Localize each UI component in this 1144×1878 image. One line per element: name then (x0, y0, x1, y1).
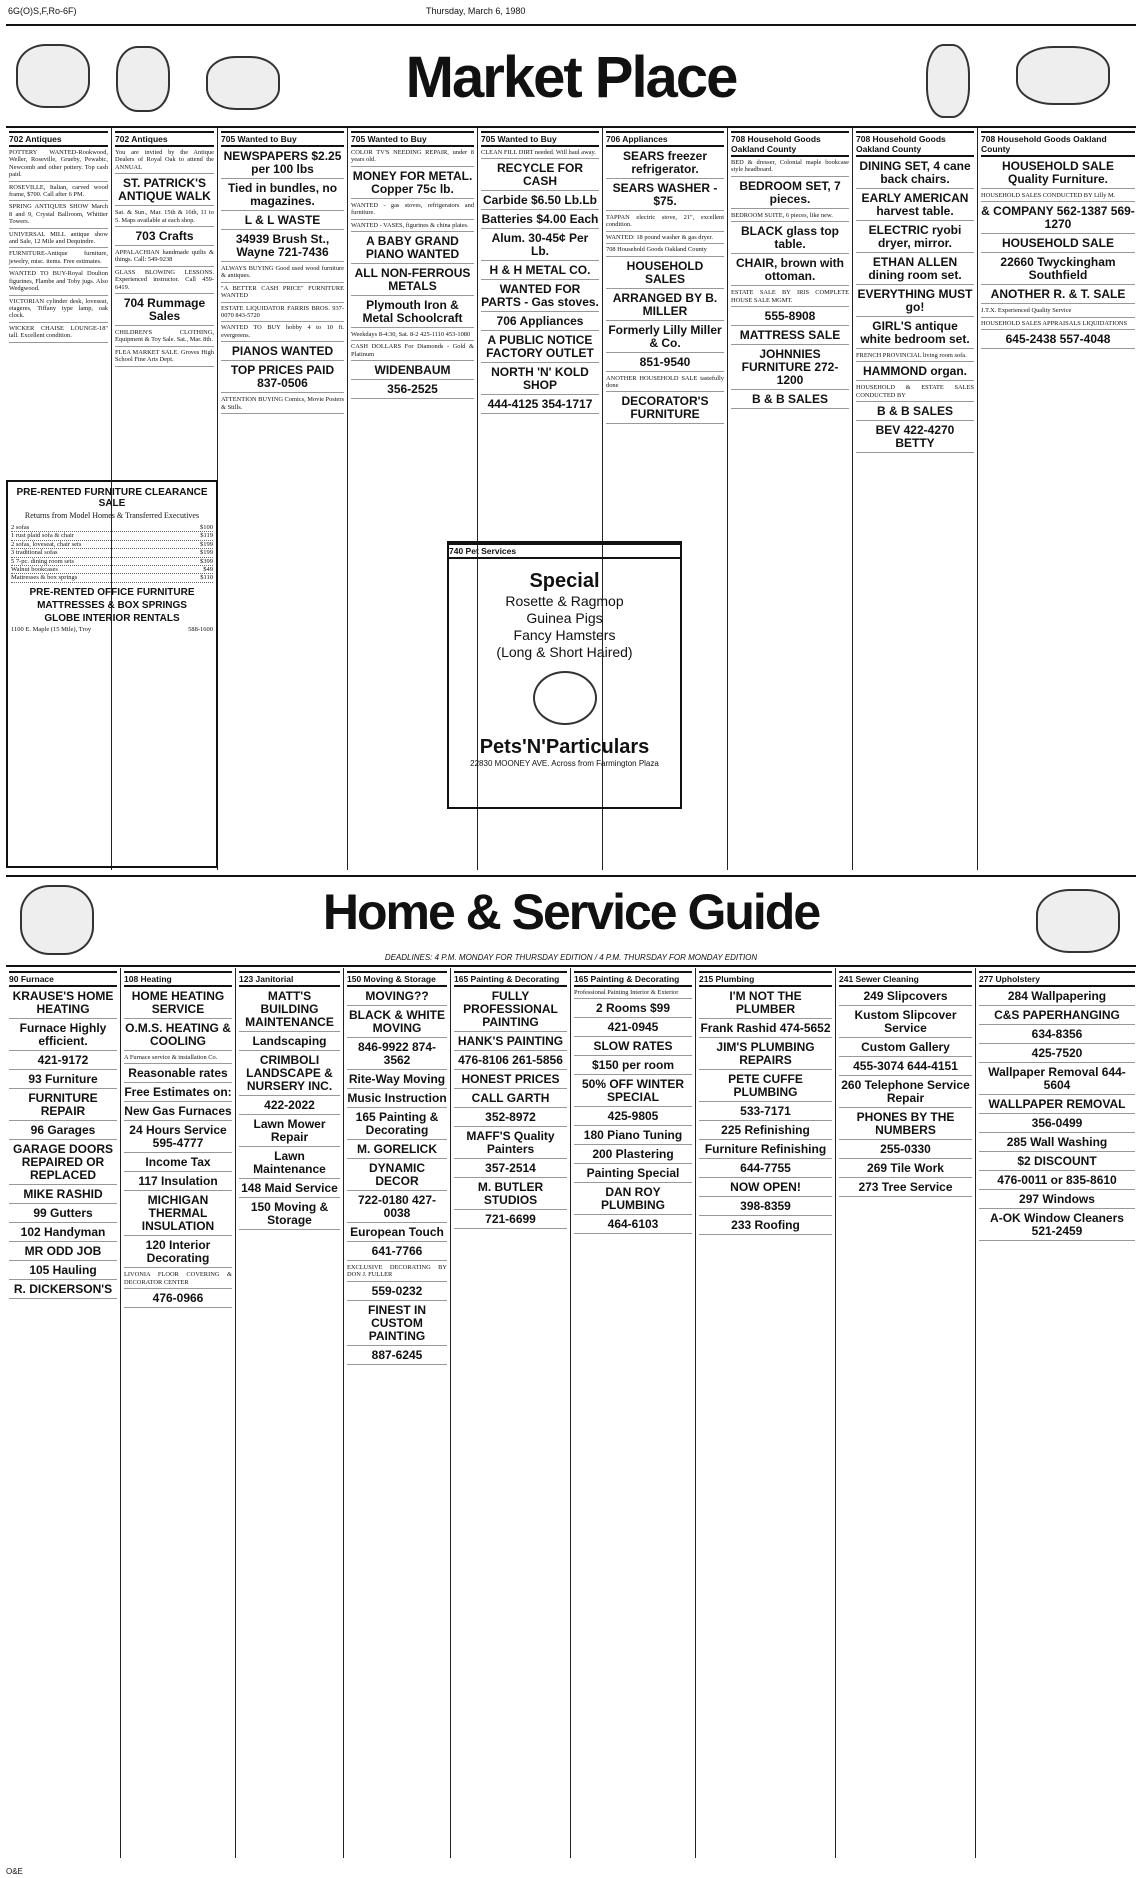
classified-ad: You are invited by the Antique Dealers of Royal Oak to attend the ANNUAL (115, 149, 214, 174)
classified-ad: B & B SALES (856, 405, 974, 421)
classified-ad: 555-8908 (731, 310, 849, 326)
classified-ad: Carbide $6.50 Lb.Lb (481, 194, 599, 210)
pet-line-3: Fancy Hamsters (513, 627, 616, 643)
classified-ad: 260 Telephone Service Repair (839, 1079, 972, 1108)
classified-ad: 50% OFF WINTER SPECIAL (574, 1078, 692, 1107)
category-heading: 241 Sewer Cleaning (839, 971, 972, 987)
classified-ad: Formerly Lilly Miller & Co. (606, 324, 724, 353)
classified-ad: 357-2514 (454, 1162, 567, 1178)
office-furniture-heading: PRE-RENTED OFFICE FURNITURE (29, 586, 195, 598)
classified-ad: Weekdays 8-4:30, Sat. 8-2 425-1110 453-1080 (351, 331, 474, 341)
classified-ad: WANTED TO BUY hobby 4 to 10 ft. evergreens. (221, 324, 344, 342)
classified-column (236, 968, 344, 1858)
classified-ad: MOVING?? (347, 990, 447, 1006)
category-heading: 706 Appliances (606, 131, 724, 147)
classified-ad: 117 Insulation (124, 1175, 232, 1191)
classified-ad: Income Tax (124, 1156, 232, 1172)
classified-ad: 150 Moving & Storage (239, 1201, 340, 1230)
classified-ad: MATTRESS SALE (731, 329, 849, 345)
classified-ad: 2 Rooms $99 (574, 1002, 692, 1018)
pre-rented-furniture-ad (6, 480, 218, 868)
classified-ad: MONEY FOR METAL. Copper 75c lb. (351, 170, 474, 199)
classified-ad: PETE CUFFE PLUMBING (699, 1073, 832, 1102)
classified-ad: 559-0232 (347, 1285, 447, 1301)
classified-ad: Reasonable rates (124, 1067, 232, 1083)
classified-ad: 249 Slipcovers (839, 990, 972, 1006)
classified-ad: Furnace Highly efficient. (9, 1022, 117, 1051)
classified-ad: 180 Piano Tuning (574, 1129, 692, 1145)
classified-ad: DINING SET, 4 cane back chairs. (856, 160, 974, 189)
classified-ad: JIM'S PLUMBING REPAIRS (699, 1041, 832, 1070)
classified-ad: BLACK & WHITE MOVING (347, 1009, 447, 1038)
category-heading: 90 Furnace (9, 971, 117, 987)
category-heading: 165 Painting & Decorating (454, 971, 567, 987)
classified-ad: 455-3074 644-4151 (839, 1060, 972, 1076)
classified-ad: FLEA MARKET SALE. Groves High School Fine Arts Dept. (115, 349, 214, 367)
classified-ad: 120 Interior Decorating (124, 1239, 232, 1268)
classified-ad: 93 Furniture (9, 1073, 117, 1089)
price-row (11, 524, 213, 532)
classified-ad: 148 Maid Service (239, 1182, 340, 1198)
classified-ad: ARRANGED BY B. MILLER (606, 292, 724, 321)
item-price: $399 (200, 557, 213, 565)
store-address: 1100 E. Maple (15 Mile), Troy (11, 625, 92, 633)
classified-ad: CALL GARTH (454, 1092, 567, 1108)
classified-ad: M. BUTLER STUDIOS (454, 1181, 567, 1210)
page-header (6, 6, 1138, 20)
classified-ad: 851-9540 (606, 356, 724, 372)
classified-ad: FULLY PROFESSIONAL PAINTING (454, 990, 567, 1032)
classified-ad: 645-2438 557-4048 (981, 333, 1135, 349)
classified-ad: Rite-Way Moving (347, 1073, 447, 1089)
classified-ad: 273 Tree Service (839, 1181, 972, 1197)
classified-ad: HONEST PRICES (454, 1073, 567, 1089)
classified-ad: ANOTHER R. & T. SALE (981, 288, 1135, 304)
pet-store-name: Pets'N'Particulars (479, 736, 650, 758)
classified-ad: EARLY AMERICAN harvest table. (856, 192, 974, 221)
classified-ad: 200 Plastering (574, 1148, 692, 1164)
classified-ad: 425-7520 (979, 1047, 1135, 1063)
market-place-title: Market Place (405, 45, 737, 110)
classified-ad: "A BETTER CASH PRICE" FURNITURE WANTED (221, 285, 344, 303)
classified-ad: 102 Handyman (9, 1226, 117, 1242)
classified-ad: Sat. & Sun., Mar. 15th & 16th, 11 to 5. Maps available at each shop. (115, 209, 214, 227)
classified-ad: HANK'S PAINTING (454, 1035, 567, 1051)
price-row (11, 541, 213, 549)
classified-ad: BED & dresser, Colonial maple bookcase style headboard. (731, 159, 849, 177)
classified-ad: J.T.X. Experienced Quality Service (981, 307, 1135, 317)
price-row (11, 549, 213, 557)
classified-ad: BEDROOM SUITE, 6 pieces, like new. (731, 212, 849, 222)
item-name: Mattresses & box springs (11, 574, 78, 582)
classified-ad: 96 Garages (9, 1124, 117, 1140)
classified-ad: DAN ROY PLUMBING (574, 1186, 692, 1215)
classified-ad: 352-8972 (454, 1111, 567, 1127)
classified-ad: A Furnace service & installation Co. (124, 1054, 232, 1064)
pet-services-category: 740 Pet Services (449, 543, 680, 559)
category-heading: 705 Wanted to Buy (221, 131, 344, 147)
classified-ad: 476-8106 261-5856 (454, 1054, 567, 1070)
page-code: 6G(O)S,F,Ro-6F) (8, 6, 77, 16)
category-heading: 277 Upholstery (979, 971, 1135, 987)
item-name: 3 traditional sofas (11, 549, 58, 557)
market-place-banner (6, 24, 1136, 128)
classified-ad: Painting Special (574, 1167, 692, 1183)
classified-ad: MR ODD JOB (9, 1245, 117, 1261)
store-contact (11, 626, 213, 633)
classified-ad: EVERYTHING MUST go! (856, 288, 974, 317)
classified-ad: 476-0011 or 835-8610 (979, 1174, 1135, 1190)
classified-column (451, 968, 571, 1858)
classified-ad: PIANOS WANTED (221, 345, 344, 361)
classified-ad: European Touch (347, 1226, 447, 1242)
classified-column (976, 968, 1138, 1858)
classified-ad: R. DICKERSON'S (9, 1283, 117, 1299)
item-price: $110 (200, 574, 213, 582)
classified-ad: ALWAYS BUYING Good used wood furniture & antiques. (221, 265, 344, 283)
classified-ad: JOHNNIES FURNITURE 272-1200 (731, 348, 849, 390)
category-heading: 150 Moving & Storage (347, 971, 447, 987)
clearance-title: PRE-RENTED FURNITURE CLEARANCE SALE (16, 487, 208, 509)
item-price: $119 (200, 532, 213, 540)
classified-ad: CASH DOLLARS For Diamonds - Gold & Platinum (351, 343, 474, 361)
classified-ad: HOUSEHOLD SALE Quality Furniture. (981, 160, 1135, 189)
item-name: 1 rust plaid sofa & chair (11, 532, 74, 540)
classified-ad: Custom Gallery (839, 1041, 972, 1057)
classified-ad: MATT'S BUILDING MAINTENANCE (239, 990, 340, 1032)
category-heading: 108 Heating (124, 971, 232, 987)
category-heading: 708 Household Goods Oakland County (856, 131, 974, 157)
classified-ad: 225 Refinishing (699, 1124, 832, 1140)
category-heading: 702 Antiques (115, 131, 214, 147)
item-price: $199 (200, 549, 213, 557)
classified-ad: 641-7766 (347, 1245, 447, 1261)
store-phone: 588-1600 (188, 625, 213, 633)
classified-column (6, 968, 121, 1858)
classified-column (853, 128, 978, 870)
classified-column (696, 968, 836, 1858)
classified-ad: Lawn Maintenance (239, 1150, 340, 1179)
price-row (11, 566, 213, 574)
classified-ad: MAFF'S Quality Painters (454, 1130, 567, 1159)
classified-ad: 165 Painting & Decorating (347, 1111, 447, 1140)
page-date: Thursday, March 6, 1980 (426, 6, 526, 16)
classified-ad: 444-4125 354-1717 (481, 398, 599, 414)
pet-line-4: (Long & Short Haired) (496, 644, 633, 660)
classified-ad: 634-8356 (979, 1028, 1135, 1044)
classified-ad: HOUSEHOLD SALES (606, 260, 724, 289)
deadlines-note: DEADLINES: 4 P.M. MONDAY FOR THURSDAY EDITION / 4 P.M. THURSDAY FOR MONDAY EDITION (384, 953, 758, 962)
price-row (11, 574, 213, 582)
classified-ad: Furniture Refinishing (699, 1143, 832, 1159)
classified-ad: CRIMBOLI LANDSCAPE & NURSERY INC. (239, 1054, 340, 1096)
classified-ad: A-OK Window Cleaners 521-2459 (979, 1212, 1135, 1241)
classified-ad: 99 Gutters (9, 1207, 117, 1223)
item-price: $49 (203, 566, 213, 574)
classified-ad: 255-0330 (839, 1143, 972, 1159)
classified-ad: WANTED - VASES, figurines & china plates. (351, 222, 474, 232)
bird-illustration (533, 671, 597, 725)
classified-ad: Frank Rashid 474-5652 (699, 1022, 832, 1038)
classified-column (218, 128, 348, 870)
classified-ad: 422-2022 (239, 1099, 340, 1115)
pet-special: Special (529, 570, 600, 592)
clearance-price-list (11, 524, 213, 583)
home-service-guide-banner (6, 875, 1136, 967)
classified-ad: DYNAMIC DECOR (347, 1162, 447, 1191)
classified-ad: 233 Roofing (699, 1219, 832, 1235)
classified-ad: B & B SALES (731, 393, 849, 409)
item-name: 2 sofas (11, 524, 30, 531)
classified-ad: 285 Wall Washing (979, 1136, 1135, 1152)
classified-ad: CHILDREN'S CLOTHING, Equipment & Toy Sale. Sat., Mar. 8th. (115, 329, 214, 347)
classified-ad: 34939 Brush St., Wayne 721-7436 (221, 233, 344, 262)
classified-ad: 703 Crafts (115, 230, 214, 246)
clearance-subtitle: Returns from Model Homes & Transferred Executives (24, 511, 200, 520)
classified-ad: APPALACHIAN handmade quilts & things. Call: 549-9238 (115, 249, 214, 267)
classified-ad: BEV 422-4270 BETTY (856, 424, 974, 453)
classified-ad: 887-6245 (347, 1349, 447, 1365)
item-price: $100 (200, 524, 213, 531)
classified-ad: SLOW RATES (574, 1040, 692, 1056)
classified-ad: HOUSEHOLD SALE (981, 237, 1135, 253)
classified-ad: L & L WASTE (221, 214, 344, 230)
classified-column (121, 968, 236, 1858)
classified-ad: 356-2525 (351, 383, 474, 399)
classified-ad: M. GORELICK (347, 1143, 447, 1159)
classified-ad: BLACK glass top table. (731, 225, 849, 254)
classified-ad: 706 Appliances (481, 315, 599, 331)
category-heading: 708 Household Goods Oakland County (981, 131, 1135, 157)
classified-ad: 284 Wallpapering (979, 990, 1135, 1006)
classified-ad: Batteries $4.00 Each (481, 213, 599, 229)
classified-ad: 704 Rummage Sales (115, 297, 214, 326)
classified-ad: 708 Household Goods Oakland County (606, 246, 724, 256)
footer-mark: O&E (6, 1867, 23, 1876)
classified-ad: HOME HEATING SERVICE (124, 990, 232, 1019)
price-row (11, 532, 213, 540)
classified-ad: ESTATE SALE BY IRIS COMPLETE HOUSE SALE MGMT. (731, 289, 849, 307)
classified-ad: 721-6699 (454, 1213, 567, 1229)
service-guide-columns (6, 968, 1138, 1858)
mattress-heading: MATTRESSES & BOX SPRINGS (37, 599, 187, 611)
classified-ad: 476-0966 (124, 1292, 232, 1308)
classified-ad: FRENCH PROVINCIAL living room sofa. (856, 352, 974, 362)
classified-ad: I'M NOT THE PLUMBER (699, 990, 832, 1019)
category-heading: 705 Wanted to Buy (351, 131, 474, 147)
classified-ad: WIDENBAUM (351, 364, 474, 380)
classified-ad: COLOR TV'S NEEDING REPAIR, under 8 years old. (351, 149, 474, 167)
classified-ad: 356-0499 (979, 1117, 1135, 1133)
classified-ad: 533-7171 (699, 1105, 832, 1121)
classified-ad: LIVONIA FLOOR COVERING & DECORATOR CENTER (124, 1271, 232, 1289)
pet-services-ad (447, 541, 682, 809)
classified-ad: 644-7755 (699, 1162, 832, 1178)
classified-ad: WANTED - gas stoves, refrigerators and furniture. (351, 202, 474, 220)
classified-ad: DECORATOR'S FURNITURE (606, 395, 724, 424)
classified-ad: SEARS WASHER - $75. (606, 182, 724, 211)
classified-ad: ROSEVILLE, Italian, carved wood frame, $700. Call after 6 PM. (9, 184, 108, 202)
pet-store-address: 22830 MOONEY AVE. Across from Farmington Plaza (470, 759, 659, 768)
classified-ad: CHAIR, brown with ottoman. (731, 257, 849, 286)
classified-ad: 421-9172 (9, 1054, 117, 1070)
classified-ad: 269 Tile Work (839, 1162, 972, 1178)
classified-ad: Free Estimates on: (124, 1086, 232, 1102)
classified-column (836, 968, 976, 1858)
classified-ad: FURNITURE REPAIR (9, 1092, 117, 1121)
classified-ad: C&S PAPERHANGING (979, 1009, 1135, 1025)
classified-ad: 105 Hauling (9, 1264, 117, 1280)
classified-ad: ESTATE LIQUIDATOR FARRIS BROS. 937-0070 843-5720 (221, 305, 344, 323)
classified-ad: EXCLUSIVE DECORATING BY DON J. FULLER (347, 1264, 447, 1282)
classified-ad: WICKER CHAISE LOUNGE-18" tall. Excellent condition. (9, 325, 108, 343)
price-row (11, 558, 213, 566)
classified-ad: FURNITURE-Antique furniture, jewelry, misc. items. Free estimates. (9, 250, 108, 268)
pet-line-2: Guinea Pigs (526, 610, 603, 626)
item-name: 5 7-pc. dining room sets (11, 557, 75, 565)
classified-ad: Tied in bundles, no magazines. (221, 182, 344, 211)
classified-column (344, 968, 451, 1858)
classified-ad: VICTORIAN cylinder desk, loveseat, etageres, Tiffany type lamp, oak clock. (9, 298, 108, 323)
classified-ad: ANOTHER HOUSEHOLD SALE tastefully done (606, 375, 724, 393)
classified-ad: ELECTRIC ryobi dryer, mirror. (856, 224, 974, 253)
classified-ad: 297 Windows (979, 1193, 1135, 1209)
classified-ad: 425-9805 (574, 1110, 692, 1126)
classified-ad: Kustom Slipcover Service (839, 1009, 972, 1038)
category-heading: 705 Wanted to Buy (481, 131, 599, 147)
item-name: Walnut bookcases (11, 566, 58, 574)
classified-ad: ST. PATRICK'S ANTIQUE WALK (115, 177, 214, 206)
classified-ad: ATTENTION BUYING Comics, Movie Posters & Stills. (221, 396, 344, 414)
classified-ad: Landscaping (239, 1035, 340, 1051)
classified-ad: 846-9922 874-3562 (347, 1041, 447, 1070)
home-service-guide-title: Home & Service Guide (322, 884, 820, 940)
classified-ad: 24 Hours Service 595-4777 (124, 1124, 232, 1153)
classified-ad: Wallpaper Removal 644-5604 (979, 1066, 1135, 1095)
classified-ad: Lawn Mower Repair (239, 1118, 340, 1147)
classified-ad: SPRING ANTIQUES SHOW March 8 and 9, Crystal Ballroom, Whittier Towers. (9, 203, 108, 228)
classified-ad: & COMPANY 562-1387 569-1270 (981, 205, 1135, 234)
classified-ad: TOP PRICES PAID 837-0506 (221, 364, 344, 393)
classified-ad: Alum. 30-45¢ Per Lb. (481, 232, 599, 261)
item-name: 2 sofas, loveseat, chair sets (11, 540, 82, 548)
classified-ad: POTTERY WANTED-Rookwood, Weller, Roseville, Grueby, Pewabic, Newcomb and other pottery. Top cash paid. (9, 149, 108, 182)
category-heading: 702 Antiques (9, 131, 108, 147)
classified-ad: CLEAN FILL DIRT needed. Will haul away. (481, 149, 599, 159)
classified-ad: RECYCLE FOR CASH (481, 162, 599, 191)
classified-ad: PHONES BY THE NUMBERS (839, 1111, 972, 1140)
classified-ad: ALL NON-FERROUS METALS (351, 267, 474, 296)
classified-ad: New Gas Furnaces (124, 1105, 232, 1121)
pet-line-1: Rosette & Ragmop (505, 593, 624, 609)
classified-ad: O.M.S. HEATING & COOLING (124, 1022, 232, 1051)
classified-ad: NOW OPEN! (699, 1181, 832, 1197)
classified-ad: UNIVERSAL MILL antique show and Sale, 12 Mile and Dequindre. (9, 231, 108, 249)
classified-ad: GIRL'S antique white bedroom set. (856, 320, 974, 349)
item-price: $199 (200, 540, 213, 548)
classified-ad: Professional Painting Interior & Exterior (574, 989, 692, 999)
classified-ad: GLASS BLOWING LESSONS. Experienced instructor. Call 459-6419. (115, 269, 214, 294)
classified-ad: Plymouth Iron & Metal Schoolcraft (351, 299, 474, 328)
classified-ad: 722-0180 427-0038 (347, 1194, 447, 1223)
classified-column (728, 128, 853, 870)
classified-ad: WANTED: 18 pound washer & gas dryer. (606, 234, 724, 244)
classified-ad: WANTED TO BUY-Royal Doulton figurines, Flambe and Toby jugs. Also Wedgwood. (9, 270, 108, 295)
classified-ad: MICHIGAN THERMAL INSULATION (124, 1194, 232, 1236)
classified-ad: HAMMOND organ. (856, 365, 974, 381)
classified-ad: H & H METAL CO. (481, 264, 599, 280)
classified-ad: $150 per room (574, 1059, 692, 1075)
classified-ad: A PUBLIC NOTICE FACTORY OUTLET (481, 334, 599, 363)
classified-ad: HOUSEHOLD SALES CONDUCTED BY Lilly M. (981, 192, 1135, 202)
classified-column (978, 128, 1138, 870)
category-heading: 165 Painting & Decorating (574, 971, 692, 987)
category-heading: 708 Household Goods Oakland County (731, 131, 849, 157)
classified-ad: GARAGE DOORS REPAIRED OR REPLACED (9, 1143, 117, 1185)
classified-ad: SEARS freezer refrigerator. (606, 150, 724, 179)
classified-ad: ETHAN ALLEN dining room set. (856, 256, 974, 285)
classified-ad: MIKE RASHID (9, 1188, 117, 1204)
classified-ad: BEDROOM SET, 7 pieces. (731, 180, 849, 209)
classified-ad: FINEST IN CUSTOM PAINTING (347, 1304, 447, 1346)
category-heading: 123 Janitorial (239, 971, 340, 987)
classified-ad: 22660 Twyckingham Southfield (981, 256, 1135, 285)
classified-ad: HOUSEHOLD SALES APPRAISALS LIQUIDATIONS (981, 320, 1135, 330)
classified-ad: 464-6103 (574, 1218, 692, 1234)
classified-ad: NORTH 'N' KOLD SHOP (481, 366, 599, 395)
classified-ad: WANTED FOR PARTS - Gas stoves. (481, 283, 599, 312)
classified-ad: Music Instruction (347, 1092, 447, 1108)
classified-column (571, 968, 696, 1858)
classified-ad: NEWSPAPERS $2.25 per 100 lbs (221, 150, 344, 179)
classified-ad: 398-8359 (699, 1200, 832, 1216)
classified-ad: A BABY GRAND PIANO WANTED (351, 235, 474, 264)
store-name: GLOBE INTERIOR RENTALS (44, 612, 180, 624)
classified-ad: $2 DISCOUNT (979, 1155, 1135, 1171)
category-heading: 215 Plumbing (699, 971, 832, 987)
classified-ad: 421-0945 (574, 1021, 692, 1037)
classified-ad: KRAUSE'S HOME HEATING (9, 990, 117, 1019)
classified-ad: TAPPAN electric stove, 21", excellent condition. (606, 214, 724, 232)
classified-ad: WALLPAPER REMOVAL (979, 1098, 1135, 1114)
classified-ad: HOUSEHOLD & ESTATE SALES CONDUCTED BY (856, 384, 974, 402)
